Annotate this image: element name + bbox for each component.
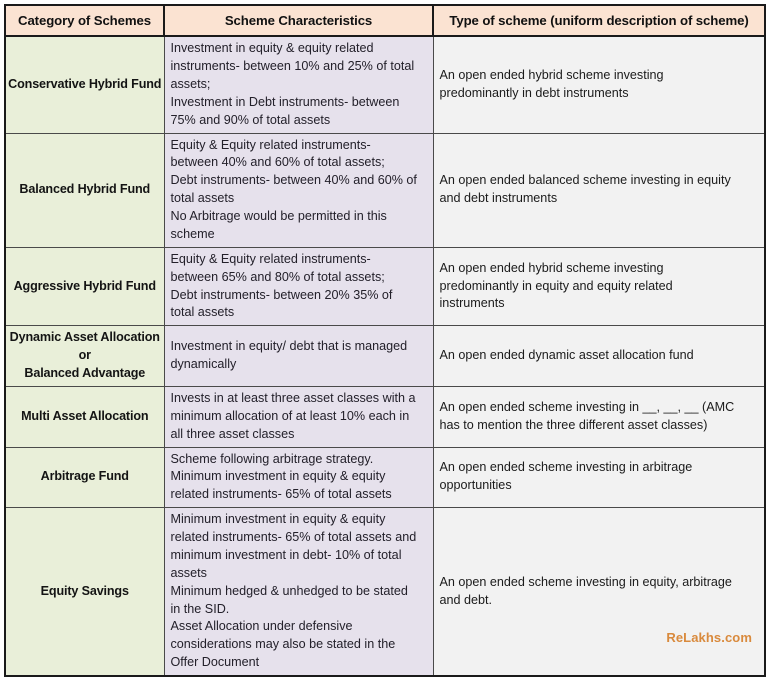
text-line: Investment in equity & equity related [170,41,374,56]
text-line: related instruments- 65% of total assets [170,487,392,502]
text-line: predominantly in debt instruments [439,85,629,100]
text-line: An open ended scheme investing in arbitrage [439,460,693,475]
text-line: An open ended scheme investing in equity, arbitrage [439,574,732,589]
cell-scheme-characteristics [164,326,433,387]
text-line: minimum allocation of at least 10% each in [170,408,410,423]
table-header [5,5,765,36]
text-line: or [78,348,91,363]
table-row [5,386,765,447]
text-line: Equity & Equity related instruments- [170,137,371,152]
text-line: and debt. [439,592,493,607]
text-line: Asset Allocation under defensive [170,619,353,634]
cell-scheme-type [433,386,765,447]
text-line: in the SID. [170,601,230,616]
text-line: 75% and 90% of total assets [170,112,331,127]
column-header-type: Type of scheme (uniform description of scheme) [433,5,765,36]
text-line: minimum investment in debt- 10% of total [170,547,402,562]
cell-category: Arbitrage Fund [5,447,164,508]
cell-scheme-characteristics [164,508,433,676]
text-line: Minimum investment in equity & equity [170,469,386,484]
cell-scheme-characteristics [164,447,433,508]
cell-scheme-characteristics [164,386,433,447]
text-line: Debt instruments- between 20% 35% of [170,287,393,302]
cell-category: Multi Asset Allocation [5,386,164,447]
cell-scheme-type [433,247,765,326]
cell-category: Balanced Hybrid Fund [5,133,164,247]
column-header-category: Category of Schemes [5,5,164,36]
text-line: An open ended hybrid scheme investing [439,67,664,82]
watermark-relakhs: ReLakhs.com [666,629,752,645]
table-row [5,508,765,676]
text-line: Investment in equity/ debt that is managed [170,339,408,354]
text-line: scheme [170,226,215,241]
text-line: Invests in at least three asset classes with a [170,390,416,405]
cell-scheme-type [433,508,765,676]
text-line: opportunities [439,478,512,493]
text-line: Minimum investment in equity & equity [170,512,386,527]
table-row [5,247,765,326]
text-line: Offer Document [170,655,260,670]
text-line: An open ended scheme investing in __, __, __ (AMC [439,399,735,414]
category-multiline [8,329,162,383]
text-line: and debt instruments [439,191,558,206]
table-row [5,36,765,133]
cell-category [5,326,164,387]
text-line: Equity & Equity related instruments- [170,251,371,266]
text-line: considerations may also be stated in the [170,637,396,652]
cell-scheme-characteristics [164,247,433,326]
text-line: between 65% and 80% of total assets; [170,269,385,284]
header-row [5,5,765,36]
screenshot-root [0,4,768,674]
text-line: predominantly in equity and equity related [439,278,673,293]
cell-scheme-type [433,133,765,247]
scheme-categories-table [4,4,766,677]
text-line: An open ended hybrid scheme investing [439,260,664,275]
text-line: total assets [170,191,235,206]
table-row [5,447,765,508]
text-line: Minimum hedged & unhedged to be stated [170,583,408,598]
text-line: has to mention the three different asset classes) [439,417,708,432]
text-line: Investment in Debt instruments- between [170,94,400,109]
cell-category: Equity Savings [5,508,164,676]
cell-scheme-type [433,447,765,508]
column-header-characteristics: Scheme Characteristics [164,5,433,36]
text-line: related instruments- 65% of total assets and [170,530,417,545]
cell-category: Conservative Hybrid Fund [5,36,164,133]
table-body [5,36,765,676]
text-line: assets; [170,76,211,91]
text-line: instruments- between 10% and 25% of total [170,59,415,74]
cell-category: Aggressive Hybrid Fund [5,247,164,326]
cell-scheme-characteristics [164,133,433,247]
cell-scheme-characteristics [164,36,433,133]
text-line: instruments [439,296,505,311]
text-line: Debt instruments- between 40% and 60% of [170,173,417,188]
text-line: total assets [170,305,235,320]
text-line: An open ended dynamic asset allocation fund [439,348,694,363]
text-line: Dynamic Asset Allocation [9,330,160,345]
table-row [5,326,765,387]
text-line: all three asset classes [170,426,295,441]
text-line: No Arbitrage would be permitted in this [170,209,387,224]
text-line: Scheme following arbitrage strategy. [170,451,374,466]
text-line: Balanced Advantage [24,366,146,381]
text-line: between 40% and 60% of total assets; [170,155,385,170]
cell-scheme-type [433,36,765,133]
cell-scheme-type [433,326,765,387]
text-line: assets [170,565,207,580]
text-line: dynamically [170,357,237,372]
text-line: An open ended balanced scheme investing in equity [439,173,731,188]
table-row [5,133,765,247]
